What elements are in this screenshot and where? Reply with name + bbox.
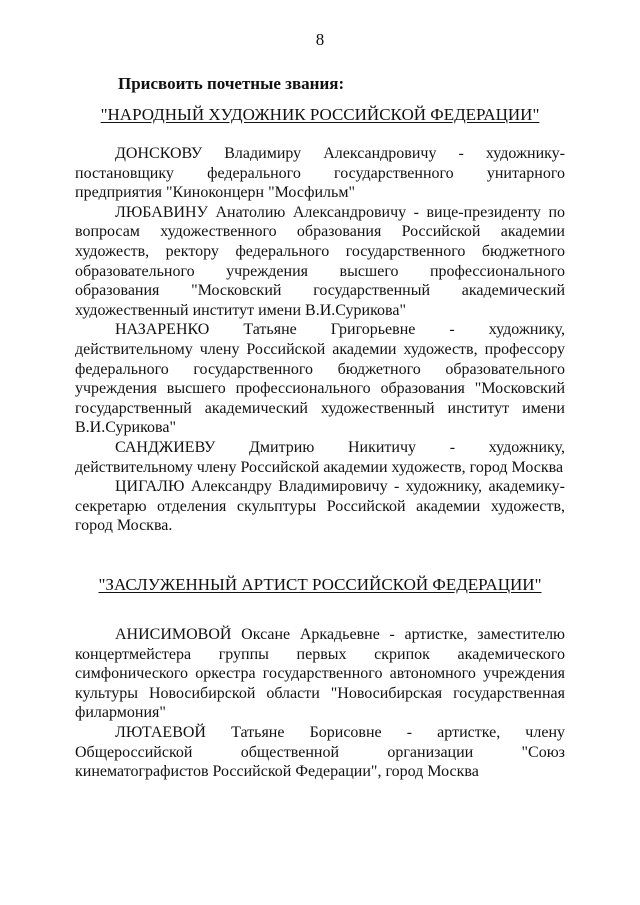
award-entry: ЛЮТАЕВОЙ Татьяне Борисовне - артистке, члену Общероссийской общественной организации "Союз кинематографистов Российской Федерации", город Москва [75, 723, 565, 781]
award-entry: САНДЖИЕВУ Дмитрию Никитичу - художнику, действительному члену Российской академии художеств, город Москва [75, 438, 565, 476]
section-people-artist [75, 144, 565, 536]
award-entry: ДОНСКОВУ Владимиру Александровичу - художнику-постановщику федерального государственного унитарного предприятия "Киноконцерн "Мосфильм" [75, 145, 565, 202]
page-number: 8 [315, 30, 325, 49]
award-entry: ЛЮБАВИНУ Анатолию Александровичу - вице-президенту по вопросам художественного образования Российской академии художеств, ректору федерального государственного бюджетного образовательного учреждения высшего профессионального образования "Московский государственный академический художественный институт имени В.И.Сурикова" [75, 203, 565, 319]
section-title-people-artist: "НАРОДНЫЙ ХУДОЖНИК РОССИЙСКОЙ ФЕДЕРАЦИИ" [100, 105, 540, 124]
award-entry: ЦИГАЛЮ Александру Владимировичу - художнику, академику-секретарю отделения скульптуры Российской академии художеств, город Москва. [75, 478, 565, 535]
decree-heading: Присвоить почетные звания: [118, 74, 345, 93]
award-entry: НАЗАРЕНКО Татьяне Григорьевне - художнику, действительному члену Российской академии художеств, профессору федерального государственного бюджетного образовательного учреждения высшего профессионального образования "Московский государственный академический художественный институт имени В.И.Сурикова" [75, 321, 565, 437]
section-title-honored-artist: "ЗАСЛУЖЕННЫЙ АРТИСТ РОССИЙСКОЙ ФЕДЕРАЦИИ" [98, 575, 542, 594]
section-honored-artist [75, 625, 565, 782]
award-entry: АНИСИМОВОЙ Оксане Аркадьевне - артистке, заместителю концертмейстера группы первых скрипок академического симфонического оркестра государственного автономного учреждения культуры Новосибирской области "Новосибирская государственная филармония" [75, 626, 565, 722]
